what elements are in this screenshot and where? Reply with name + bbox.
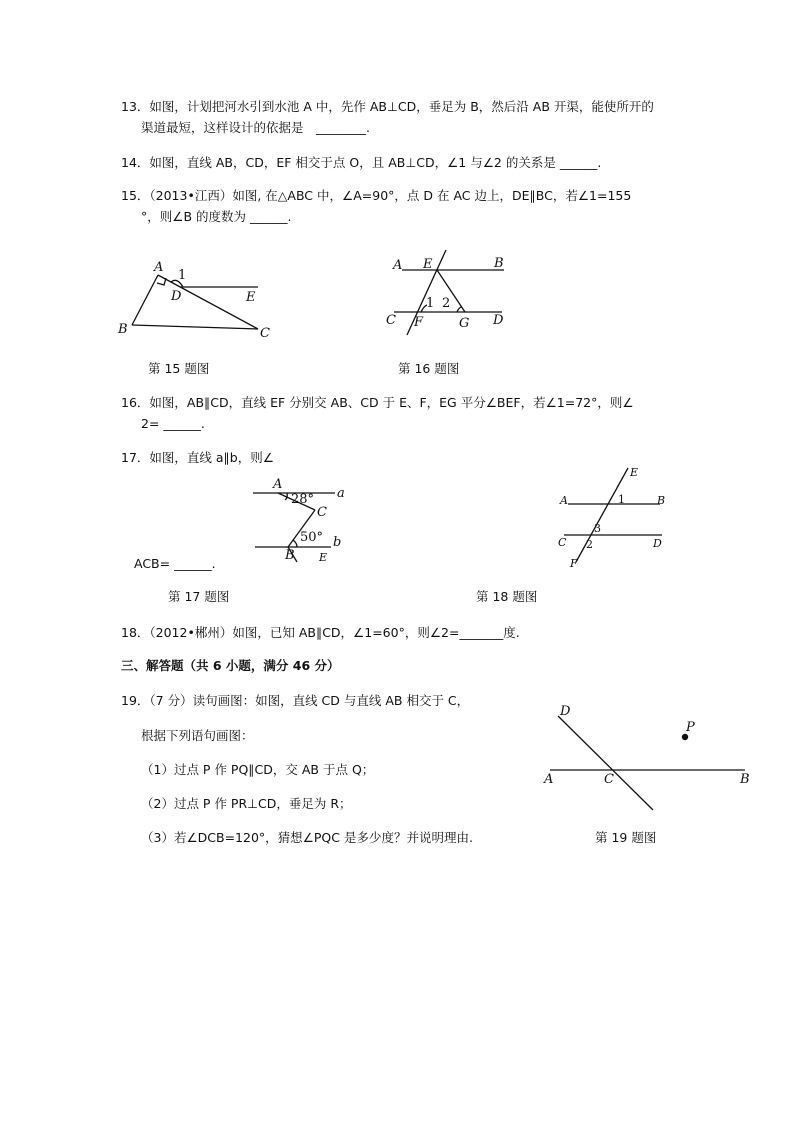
fig19-line-cd	[558, 716, 653, 810]
fig15-label-B: B	[118, 322, 128, 337]
fig16-label-D: D	[493, 313, 504, 328]
fig16-label-E: E	[423, 257, 433, 272]
q16-line1: 16．如图，AB∥CD，直线 EF 分别交 AB、CD 于 E、F，EG 平分∠BEF，若∠1=72°，则∠	[121, 395, 634, 410]
fig17-label-A: A	[273, 477, 283, 492]
fig15-caption: 第 15 题图	[148, 361, 210, 376]
fig18-label-D: D	[653, 537, 662, 550]
figure-15	[110, 255, 290, 345]
fig17-label-b: b	[333, 535, 342, 550]
figure-16	[380, 245, 520, 340]
q15-line2: °，则∠B 的度数为 ______.	[141, 209, 292, 224]
fig18-label-E: E	[630, 466, 639, 479]
fig18-line-ef	[576, 468, 628, 562]
q13-line1: 13．如图，计划把河水引到水池 A 中，先作 AB⊥CD，垂足为 B，然后沿 AB 开渠，能使所开的	[121, 99, 654, 114]
fig18-label-3: 3	[594, 522, 601, 535]
section3-heading: 三、解答题（共 6 小题，满分 46 分）	[121, 658, 340, 673]
fig17-caption: 第 17 题图	[168, 589, 230, 604]
fig19-label-A: A	[544, 772, 554, 787]
fig18-label-1: 1	[618, 493, 625, 506]
q14-line1: 14．如图，直线 AB，CD，EF 相交于点 O，且 AB⊥CD，∠1 与∠2 的关系是 ______.	[121, 155, 602, 170]
fig16-label-A: A	[393, 258, 403, 273]
fig15-label-A: A	[154, 260, 164, 275]
fig15-side-ab	[132, 275, 158, 325]
fig15-side-bc	[132, 325, 258, 329]
fig16-label-1: 1	[426, 296, 435, 311]
fig19-label-D: D	[560, 704, 571, 719]
fig17-label-C: C	[317, 505, 327, 520]
fig17-label-E: E	[319, 551, 328, 564]
fig16-label-F: F	[414, 315, 424, 330]
figure-19	[540, 700, 760, 815]
fig17-label-B: B	[285, 548, 295, 563]
q17-line1: 17．如图，直线 a∥b，则∠	[121, 450, 274, 465]
fig15-label-D: D	[171, 289, 182, 304]
q15-line1: 15．（2013•江西）如图, 在△ABC 中，∠A=90°，点 D 在 AC 边上，DE∥BC，若∠1=155	[121, 188, 632, 203]
fig19-label-P: P	[686, 720, 695, 735]
fig18-caption: 第 18 题图	[476, 589, 538, 604]
fig17-label-50deg: 50°	[300, 530, 324, 545]
figure-18	[550, 462, 675, 572]
q19-line2: 根据下列语句画图：	[141, 728, 254, 743]
q16-line2: 2= ______.	[141, 416, 205, 431]
fig19-caption: 第 19 题图	[595, 830, 657, 845]
fig19-label-C: C	[604, 772, 614, 787]
fig16-label-2: 2	[442, 296, 451, 311]
fig17-label-a: a	[337, 486, 345, 501]
fig18-label-F: F	[570, 557, 578, 570]
fig15-label-1: 1	[178, 268, 187, 283]
fig16-label-C: C	[386, 313, 396, 328]
fig18-label-A: A	[560, 494, 568, 507]
fig18-label-C: C	[558, 536, 567, 549]
fig18-label-2: 2	[586, 538, 593, 551]
q19-item3: （3）若∠DCB=120°，猜想∠PQC 是多少度？并说明理由.	[141, 830, 473, 845]
q17-line2: ACB= ______.	[134, 556, 216, 571]
q13-line2: 渠道最短，这样设计的依据是 ________.	[141, 120, 370, 135]
fig17-label-28deg: 28°	[291, 492, 315, 507]
q19-item1: （1）过点 P 作 PQ∥CD，交 AB 于点 Q；	[141, 762, 375, 777]
fig19-label-B: B	[740, 772, 750, 787]
fig16-label-G: G	[459, 316, 470, 331]
q18-line1: 18．（2012•郴州）如图，已知 AB∥CD，∠1=60°，则∠2=_______度.	[121, 625, 520, 640]
fig17-angle-arc-b	[293, 540, 297, 547]
q19-item2: （2）过点 P 作 PR⊥CD，垂足为 R；	[141, 796, 352, 811]
fig15-label-E: E	[246, 290, 256, 305]
fig15-label-C: C	[260, 326, 270, 341]
fig18-label-B: B	[657, 494, 666, 507]
fig16-label-B: B	[494, 256, 504, 271]
fig16-caption: 第 16 题图	[398, 361, 460, 376]
fig16-angle2-arc	[457, 307, 462, 312]
q19-line1: 19．（7 分）读句画图：如图，直线 CD 与直线 AB 相交于 C，	[121, 693, 470, 708]
figure-17	[245, 475, 365, 565]
